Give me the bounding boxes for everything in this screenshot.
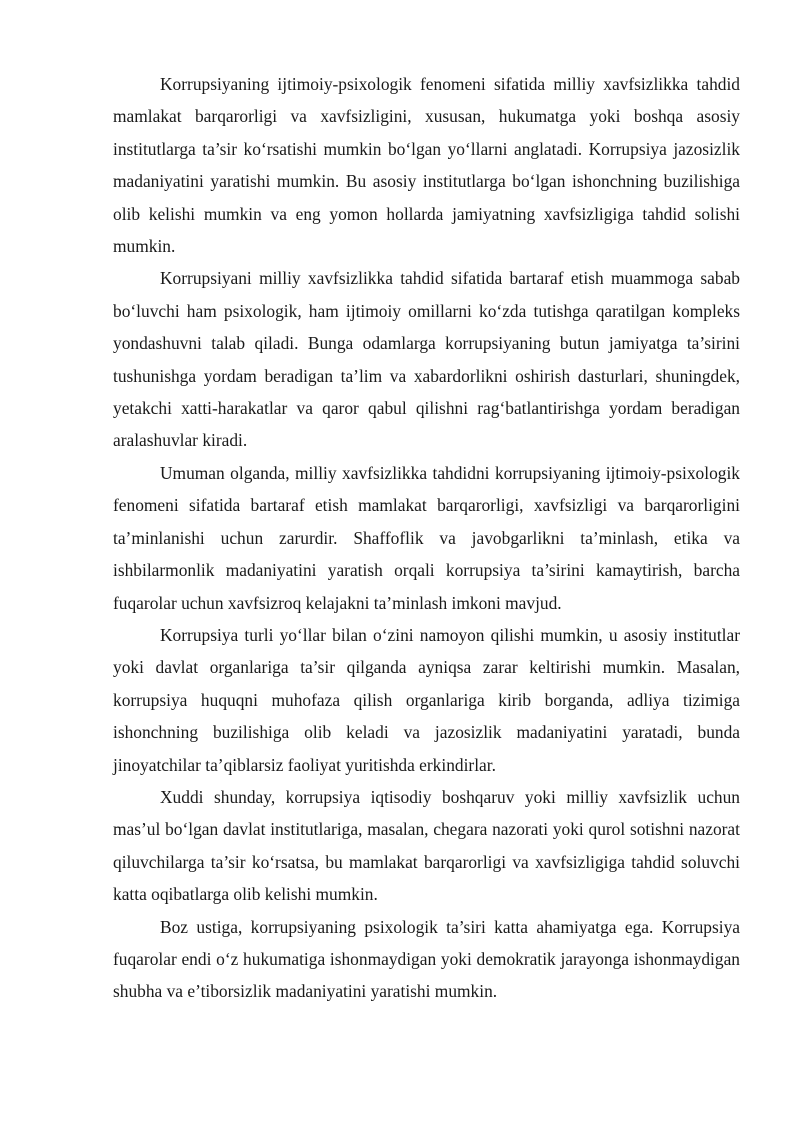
document-body	[113, 68, 740, 1008]
paragraph-6: Boz ustiga, korrupsiyaning psixologik ta’siri katta ahamiyatga ega. Korrupsiya fuqarolar endi o‘z hukumatiga ishonmaydigan yoki demokratik jarayonga ishonmaydigan shubha va e’tiborsizlik madaniyatini yaratishi mumkin.	[113, 916, 740, 1002]
paragraph-5: Xuddi shunday, korrupsiya iqtisodiy boshqaruv yoki milliy xavfsizlik uchun mas’ul bo‘lgan davlat institutlariga, masalan, chegara nazorati yoki qurol sotishni nazorat qiluvchilarga ta’sir ko‘rsatsa, bu mamlakat barqarorligi va xavfsizligiga tahdid soluvchi katta oqibatlarga olib kelishi mumkin.	[113, 786, 740, 905]
paragraph-3: Umuman olganda, milliy xavfsizlikka tahdidni korrupsiyaning ijtimoiy-psixologik fenomeni sifatida bartaraf etish mamlakat barqarorligi, xavfsizligi va barqarorligini ta’minlanishi uchun zarurdir. Shaffoflik va javobgarlikni ta’minlash, etika va ishbilarmonlik madaniyatini yaratish orqali korrupsiya ta’sirini kamaytirish, barcha fuqarolar uchun xavfsizroq kelajakni ta’minlash imkoni mavjud.	[113, 462, 740, 613]
paragraph-2: Korrupsiyani milliy xavfsizlikka tahdid sifatida bartaraf etish muammoga sabab bo‘luvchi ham psixologik, ham ijtimoiy omillarni ko‘zda tutishga qaratilgan kompleks yondashuvni talab qiladi. Bunga odamlarga korrupsiyaning butun jamiyatga ta’sirini tushunishga yordam beradigan ta’lim va xabardorlikni oshirish dasturlari, shuningdek, yetakchi xatti-harakatlar va qaror qabul qilishni rag‘batlantirishga yordam beradigan aralashuvlar kiradi.	[113, 268, 740, 451]
paragraph-1: Korrupsiyaning ijtimoiy-psixologik fenomeni sifatida milliy xavfsizlikka tahdid mamlakat barqarorligi va xavfsizligini, xususan, hukumatga yoki boshqa asosiy institutlarga ta’sir ko‘rsatishi mumkin bo‘lgan yo‘llarni anglatadi. Korrupsiya jazosizlik madaniyatini yaratishi mumkin. Bu asosiy institutlarga bo‘lgan ishonchning buzilishiga olib kelishi mumkin va eng yomon hollarda jamiyatning xavfsizligiga tahdid solishi mumkin.	[113, 74, 740, 257]
paragraph-4: Korrupsiya turli yo‘llar bilan o‘zini namoyon qilishi mumkin, u asosiy institutlar yoki davlat organlariga ta’sir qilganda ayniqsa zarar keltirishi mumkin. Masalan, korrupsiya huquqni muhofaza qilish organlariga kirib borganda, adliya tizimiga ishonchning buzilishiga olib keladi va jazosizlik madaniyatini yaratadi, bunda jinoyatchilar ta’qiblarsiz faoliyat yuritishda erkindirlar.	[113, 624, 740, 775]
